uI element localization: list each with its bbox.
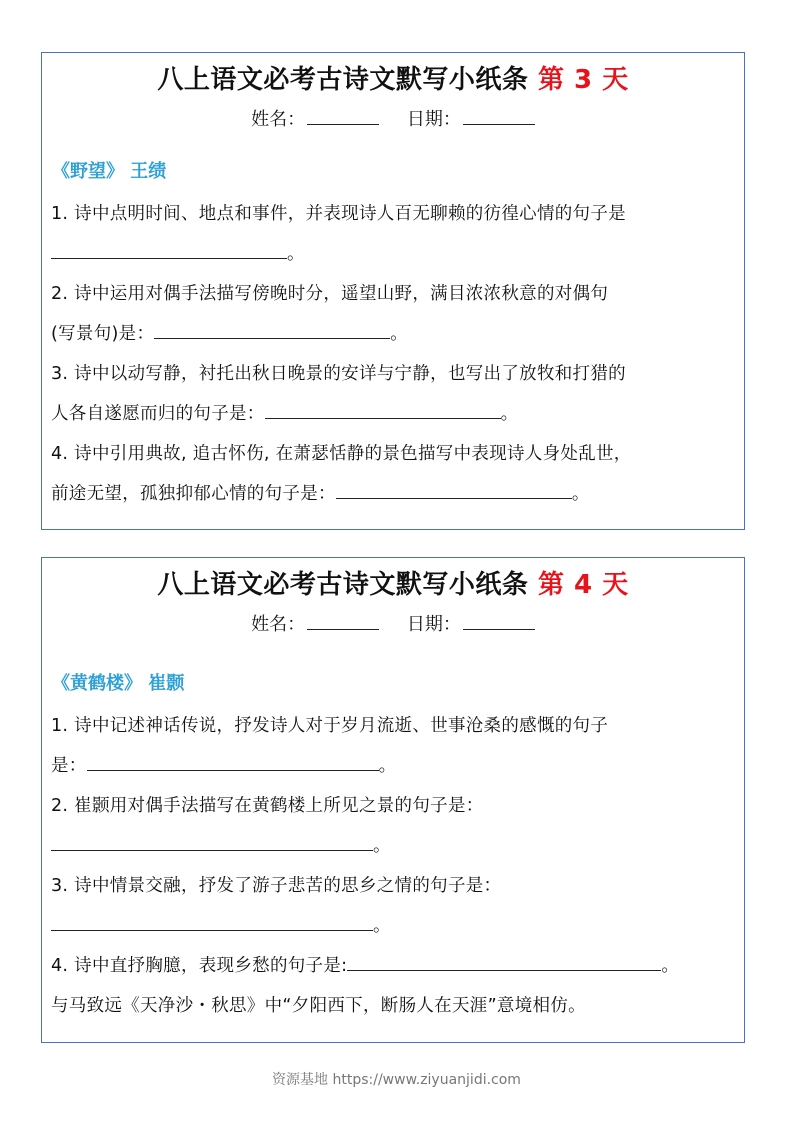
date-blank[interactable]	[463, 615, 535, 630]
period: 。	[661, 956, 680, 976]
period: 。	[373, 836, 391, 856]
question-4-text: 4. 诗中引用典故, 追古怀伤, 在萧瑟恬静的景色描写中表现诗人身处乱世，	[51, 444, 632, 464]
date-label: 日期：	[406, 614, 461, 635]
name-label: 姓名：	[251, 614, 306, 635]
answer-blank[interactable]	[347, 954, 661, 971]
question-1-text: 1. 诗中记述神话传说，抒发诗人对于岁月流逝、世事沧桑的感慨的句子	[51, 716, 609, 736]
name-date-row	[42, 105, 744, 131]
answer-blank[interactable]	[51, 834, 373, 851]
date-label: 日期：	[406, 109, 461, 130]
worksheet-card-day4	[41, 557, 745, 1043]
answer-blank[interactable]	[154, 322, 390, 339]
card-title	[42, 564, 744, 601]
footer-source: 资源基地 https://www.ziyuanjidi.com	[272, 1072, 521, 1088]
question-2-cont: (写景句)是：	[51, 324, 155, 344]
question-4-answer	[51, 480, 590, 505]
name-blank[interactable]	[307, 110, 379, 125]
answer-blank[interactable]	[87, 754, 379, 771]
poem-title: 《黄鹤楼》 崔颢	[52, 673, 185, 694]
question-1-cont: 是：	[51, 756, 87, 776]
poem-title: 《野望》 王绩	[52, 161, 167, 182]
question-4-cont: 前途无望，孤独抑郁心情的句子是：	[51, 484, 336, 504]
question-3-answer	[51, 400, 518, 425]
question-3-cont: 人各自遂愿而归的句子是：	[51, 404, 265, 424]
question-2-text: 2. 崔颢用对偶手法描写在黄鹤楼上所见之景的句子是：	[51, 796, 484, 816]
period: 。	[390, 324, 409, 344]
day-label: 第 4 天	[537, 570, 629, 600]
period: 。	[378, 756, 397, 776]
answer-blank[interactable]	[51, 914, 373, 931]
question-4-cont: 4. 诗中直抒胸臆，表现乡愁的句子是:	[51, 956, 348, 976]
title-text: 八上语文必考古诗文默写小纸条	[157, 65, 529, 95]
question-2-answer	[51, 320, 408, 345]
day-label: 第 3 天	[537, 65, 629, 95]
name-blank[interactable]	[307, 615, 379, 630]
question-3-text: 3. 诗中以动写静，衬托出秋日晚景的安详与宁静，也写出了放牧和打猎的	[51, 364, 626, 384]
question-3-answer	[51, 912, 391, 937]
name-date-row	[42, 610, 744, 636]
period: 。	[287, 244, 305, 264]
question-1-answer	[51, 752, 396, 777]
period: 。	[373, 916, 391, 936]
date-blank[interactable]	[463, 110, 535, 125]
question-2-answer	[51, 832, 391, 857]
card-title	[42, 59, 744, 96]
question-1-text: 1. 诗中点明时间、地点和事件，并表现诗人百无聊赖的彷徨心情的句子是	[51, 204, 626, 224]
answer-blank[interactable]	[336, 482, 572, 499]
question-3-text: 3. 诗中情景交融，抒发了游子悲苦的思乡之情的句子是：	[51, 876, 502, 896]
question-1-answer	[51, 240, 305, 265]
title-text: 八上语文必考古诗文默写小纸条	[157, 570, 529, 600]
question-4-note: 与马致远《天净沙・秋思》中“夕阳西下，断肠人在天涯”意境相仿。	[51, 996, 586, 1016]
question-2-text: 2. 诗中运用对偶手法描写傍晚时分，遥望山野，满目浓浓秋意的对偶句	[51, 284, 609, 304]
question-4-text	[51, 952, 679, 977]
period: 。	[571, 484, 590, 504]
answer-blank[interactable]	[51, 242, 287, 259]
worksheet-card-day3	[41, 52, 745, 530]
name-label: 姓名：	[251, 109, 306, 130]
answer-blank[interactable]	[265, 402, 501, 419]
period: 。	[500, 404, 519, 424]
